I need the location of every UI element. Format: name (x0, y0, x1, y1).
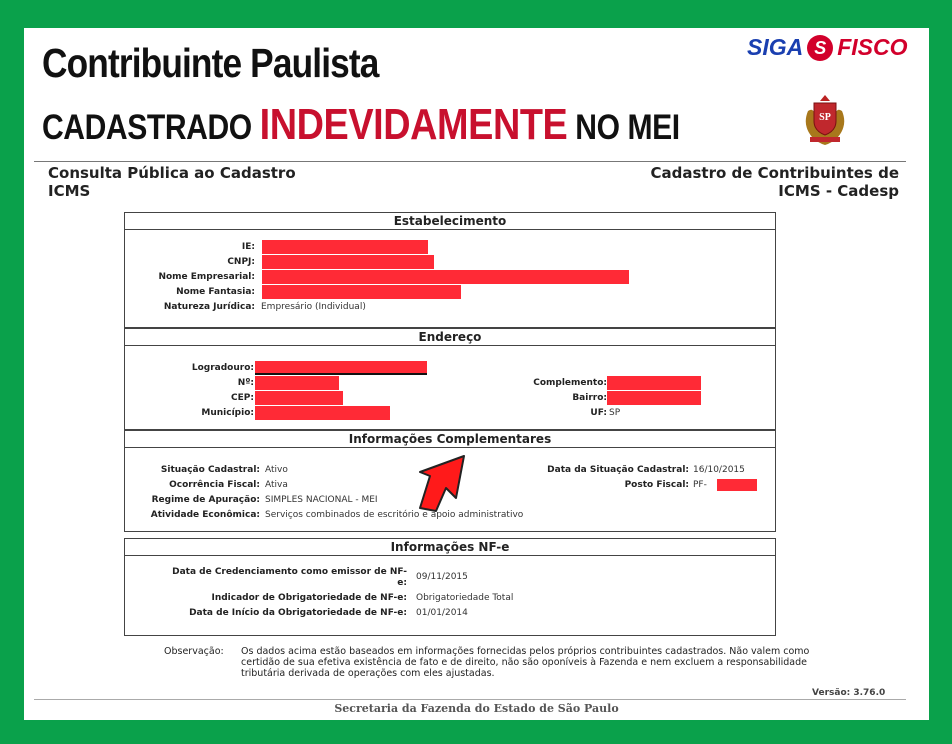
version-label: Versão: 3.76.0 (812, 688, 886, 698)
posto-fiscal-value: PF- (693, 480, 707, 490)
natureza-juridica-value: Empresário (Individual) (261, 302, 366, 312)
headline-part-a: CADASTRADO (42, 108, 260, 147)
regime-apuracao-label: Regime de Apuração: (151, 495, 260, 505)
bairro-redacted (607, 391, 701, 405)
headline-highlight: INDEVIDAMENTE (259, 100, 568, 149)
cnpj-label: CNPJ: (227, 257, 255, 267)
panel-title-estabelecimento: Estabelecimento (125, 213, 775, 230)
municipio-label: Município: (201, 408, 254, 418)
inicio-obrigatoriedade-label: Data de Início da Obrigatoriedade de NF-e: (189, 608, 407, 618)
credenciamento-label-2: e: (397, 578, 407, 588)
atividade-economica-label: Atividade Econômica: (150, 510, 260, 520)
posto-fiscal-redacted (717, 479, 757, 491)
header-left-line2: ICMS (48, 182, 91, 200)
posto-fiscal-label: Posto Fiscal: (624, 480, 689, 490)
situacao-cadastral-value: Ativo (265, 465, 288, 475)
complemento-label: Complemento: (533, 378, 607, 388)
municipio-redacted (255, 406, 390, 420)
nome-empresarial-redacted (262, 270, 629, 284)
panel-title-endereco: Endereço (125, 329, 775, 346)
nome-fantasia-label: Nome Fantasia: (176, 287, 255, 297)
logo-s-mark-icon: S (807, 35, 833, 61)
data-situacao-label: Data da Situação Cadastral: (547, 465, 689, 475)
logo-siga-text: SIGA (747, 34, 804, 60)
credenciamento-label-1: Data de Credenciamento como emissor de NF- (172, 567, 407, 577)
panel-title-nfe: Informações NF-e (125, 539, 775, 556)
ocorrencia-fiscal-value: Ativa (265, 480, 288, 490)
headline-title: Contribuinte Paulista (42, 40, 379, 86)
red-arrow-icon (416, 454, 484, 512)
content-card (24, 28, 929, 720)
uf-label: UF: (590, 408, 607, 418)
natureza-juridica-label: Natureza Jurídica: (163, 302, 255, 312)
header-divider (34, 161, 906, 162)
panel-estabelecimento (124, 212, 776, 328)
seal-letters: SP (819, 112, 831, 123)
header-right-line1: Cadastro de Contribuintes de (650, 164, 899, 182)
numero-redacted (255, 376, 339, 390)
header-right (651, 164, 900, 200)
sao-paulo-seal-icon (800, 93, 850, 148)
inicio-obrigatoriedade-value: 01/01/2014 (416, 608, 468, 618)
bairro-label: Bairro: (572, 393, 607, 403)
atividade-economica-value: Serviços combinados de escritório e apoio administrativo (265, 510, 524, 520)
footer-divider (34, 699, 906, 700)
nome-empresarial-label: Nome Empresarial: (158, 272, 255, 282)
panel-endereco (124, 328, 776, 430)
header-left (48, 164, 296, 200)
ie-redacted (262, 240, 428, 254)
observacao-label: Observação: (164, 646, 224, 657)
regime-apuracao-value: SIMPLES NACIONAL - MEI (265, 495, 378, 505)
cep-label: CEP: (231, 393, 254, 403)
headline-subtitle (42, 100, 680, 150)
logo-fisco-text: FISCO (837, 34, 908, 60)
observacao-text: Os dados acima estão baseados em informações fornecidas pelos próprios contribuintes cadastrados. Não valem como certidão de sua efetiva existência de fato e de direito, não são oponíveis à Fazenda e nem excluem a responsabilidade tributária derivada de operações com eles ajustadas. (241, 646, 810, 679)
indicador-obrigatoriedade-value: Obrigatoriedade Total (416, 593, 514, 603)
panel-informacoes-nfe (124, 538, 776, 636)
numero-label: Nº: (237, 378, 254, 388)
indicador-obrigatoriedade-label: Indicador de Obrigatoriedade de NF-e: (211, 593, 407, 603)
footer-text: Secretaria da Fazenda do Estado de São Paulo (334, 702, 619, 715)
nome-fantasia-redacted (262, 285, 461, 299)
situacao-cadastral-label: Situação Cadastral: (160, 465, 260, 475)
header-right-line2: ICMS - Cadesp (778, 182, 899, 200)
uf-value: SP (609, 408, 621, 418)
headline-part-c: NO MEI (567, 108, 680, 147)
cep-redacted (255, 391, 343, 405)
cnpj-redacted (262, 255, 434, 269)
logradouro-label: Logradouro: (191, 363, 254, 373)
ocorrencia-fiscal-label: Ocorrência Fiscal: (169, 480, 260, 490)
panel-title-complementares: Informações Complementares (125, 431, 775, 448)
ie-label: IE: (241, 242, 255, 252)
complemento-redacted (607, 376, 701, 390)
logradouro-redacted (255, 361, 427, 375)
siga-fisco-logo (747, 34, 908, 61)
credenciamento-value: 09/11/2015 (416, 572, 468, 582)
header-left-line1: Consulta Pública ao Cadastro (48, 164, 296, 182)
data-situacao-value: 16/10/2015 (693, 465, 745, 475)
